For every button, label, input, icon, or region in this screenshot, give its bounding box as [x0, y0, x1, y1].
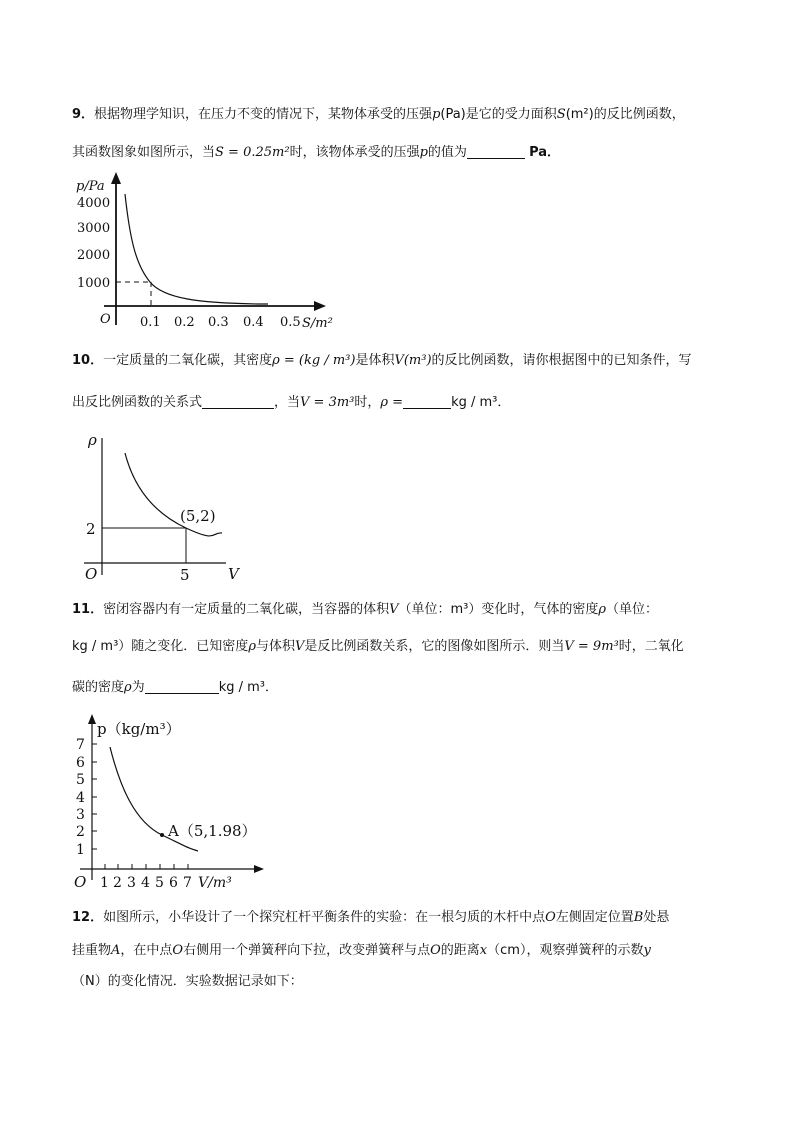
y-tick-label: 1000	[77, 276, 111, 291]
y-tick-label: 6	[76, 755, 85, 771]
graph-pressure-area	[70, 170, 340, 335]
x-tick-label: 0.3	[208, 315, 229, 330]
q9-text: 时，该物体承受的压强	[289, 145, 420, 160]
s-symbol: S	[556, 107, 566, 122]
x-tick-label: 2	[113, 875, 122, 891]
y-tick-label: 3000	[77, 221, 111, 236]
q9-text: 是它的受力面积	[465, 107, 557, 122]
q11-text: （单位：m³）变化时，气体的密度	[398, 602, 599, 617]
x-tick-label: 1	[100, 875, 109, 891]
q9-text: 的值为	[427, 145, 467, 160]
graph-density-volume	[76, 428, 256, 588]
y-tick-label: 4	[76, 790, 85, 806]
q10-condition: V = 3m³	[300, 395, 355, 410]
x-tick-label: 0.2	[174, 315, 195, 330]
q10-text: 是体积	[355, 353, 395, 368]
q9-text: 的反比例函数，	[593, 107, 685, 122]
q10-text: 时，	[354, 395, 381, 410]
y-axis-label: p/Pa	[76, 179, 105, 194]
q12-text: （cm），观察弹簧秤的示数	[487, 943, 644, 958]
y-axis-arrow	[88, 714, 96, 724]
y-tick-label: 4000	[77, 196, 111, 211]
q11-text: 碳的密度	[72, 680, 125, 695]
q9-line-1	[72, 106, 685, 124]
q11-line-2	[72, 638, 684, 656]
question-number: 9．	[72, 107, 95, 122]
x-tick-label: 5	[155, 875, 164, 891]
y-tick-label: 7	[76, 737, 85, 753]
q9-line-2	[72, 144, 560, 162]
q9-text: 根据物理学知识，在压力不变的情况下，某物体承受的压强	[94, 107, 433, 122]
var-y: y	[643, 943, 651, 958]
q11-condition: V = 9m³	[564, 639, 619, 654]
answer-blank[interactable]	[403, 394, 451, 409]
x-tick-label: 6	[169, 875, 178, 891]
x-tick-label: 4	[141, 875, 150, 891]
y-axis-arrow	[111, 172, 121, 184]
x-axis-arrow	[314, 301, 326, 311]
q12-text: 左侧固定位置	[555, 910, 634, 925]
q11-text: 与体积	[255, 639, 295, 654]
v-symbol: V	[389, 602, 399, 617]
answer-blank[interactable]	[145, 679, 219, 694]
point-b: B	[633, 910, 644, 925]
rho-equals: ρ =	[380, 395, 404, 410]
q10-text: 的反比例函数，请你根据图中的已知条件，写	[431, 353, 692, 368]
y-tick-marks	[92, 744, 97, 849]
q12-line-3	[72, 973, 303, 991]
y-tick-label: 1	[76, 842, 85, 858]
q11-text: 为	[131, 680, 145, 695]
y-axis-label: p（kg/m³）	[97, 720, 181, 738]
q11-text: 时，二氧化	[618, 639, 684, 654]
point-o: O	[430, 943, 441, 958]
q12-text: （N）的变化情况．实验数据记录如下：	[72, 974, 303, 989]
x-tick-label: 7	[183, 875, 192, 891]
q12-text: 的距离	[440, 943, 480, 958]
point-label: (5,2)	[180, 507, 216, 525]
q12-text: ，在中点	[120, 943, 173, 958]
q9-condition: S = 0.25m²	[215, 145, 290, 160]
y-tick-label: 3	[76, 807, 85, 823]
x-tick-label: 3	[127, 875, 136, 891]
q10-text: ，当	[274, 395, 301, 410]
q11-line-1	[72, 601, 658, 619]
origin-label: O	[100, 312, 111, 327]
q11-text: 是反比例函数关系，它的图像如图所示．则当	[304, 639, 565, 654]
v-expression: V(m³)	[394, 353, 432, 368]
origin-label: O	[85, 565, 98, 583]
q12-text: 挂重物	[72, 943, 112, 958]
question-number: 10．	[72, 353, 104, 368]
question-number: 11．	[72, 602, 104, 617]
x-tick-marks	[105, 864, 188, 869]
x-axis-label: V/m³	[198, 875, 232, 891]
rho-symbol: ρ	[248, 639, 256, 654]
q10-unit: kg / m³．	[451, 395, 511, 410]
x-axis-label: S/m²	[302, 316, 333, 331]
q10-text: 出反比例函数的关系式	[72, 395, 203, 410]
x-tick-label: 0.4	[243, 315, 264, 330]
v-symbol: V	[294, 639, 305, 654]
y-tick-label: 2000	[77, 248, 111, 263]
q12-text: 处悬	[643, 910, 670, 925]
rho-symbol: ρ	[124, 680, 132, 695]
q11-text: 密闭容器内有一定质量的二氧化碳，当容器的体积	[103, 602, 390, 617]
q12-line-1	[72, 909, 669, 927]
y-axis-label: ρ	[88, 431, 97, 449]
object-a: A	[111, 943, 121, 958]
x-tick-label: 5	[180, 566, 190, 584]
s-unit: (m²)	[565, 107, 594, 122]
p-symbol: p	[419, 145, 428, 160]
origin-label: O	[74, 873, 87, 891]
q10-line-1	[72, 352, 692, 370]
answer-blank[interactable]	[467, 144, 525, 159]
rho-expression: ρ = (kg / m³)	[272, 353, 356, 368]
q11-line-3	[72, 679, 278, 697]
x-axis-arrow	[254, 865, 264, 873]
q11-text: （单位：	[606, 602, 659, 617]
rho-symbol: ρ	[598, 602, 607, 617]
x-tick-label: 0.5	[280, 315, 301, 330]
graph-density-volume-a	[70, 712, 270, 892]
q9-text: 其函数图象如图所示，当	[72, 145, 216, 160]
q11-text: kg / m³）随之变化．已知密度	[72, 639, 249, 654]
q12-text: 右侧用一个弹簧秤向下拉，改变弹簧秤与点	[183, 943, 431, 958]
point-o: O	[172, 943, 184, 958]
var-x: x	[479, 943, 488, 958]
y-tick-label: 5	[76, 772, 85, 788]
x-axis-label: V	[228, 565, 239, 583]
p-unit: (Pa)	[440, 107, 466, 122]
q10-line-2	[72, 394, 510, 412]
answer-blank[interactable]	[202, 394, 274, 409]
q9-unit: Pa．	[529, 145, 561, 160]
point-label: A（5,1.98）	[168, 822, 257, 840]
question-number: 12．	[72, 910, 104, 925]
y-tick-label: 2	[86, 520, 96, 538]
y-tick-label: 2	[76, 824, 85, 840]
inverse-curve	[125, 194, 268, 304]
point-o: O	[545, 910, 556, 925]
q10-text: 一定质量的二氧化碳，其密度	[103, 353, 273, 368]
p-symbol: p	[432, 107, 441, 122]
point-a	[160, 833, 164, 837]
q11-unit: kg / m³．	[218, 680, 278, 695]
q12-text: 如图所示，小华设计了一个探究杠杆平衡条件的实验：在一根匀质的木杆中点	[103, 910, 546, 925]
x-tick-label: 0.1	[140, 315, 161, 330]
q12-line-2	[72, 942, 651, 960]
